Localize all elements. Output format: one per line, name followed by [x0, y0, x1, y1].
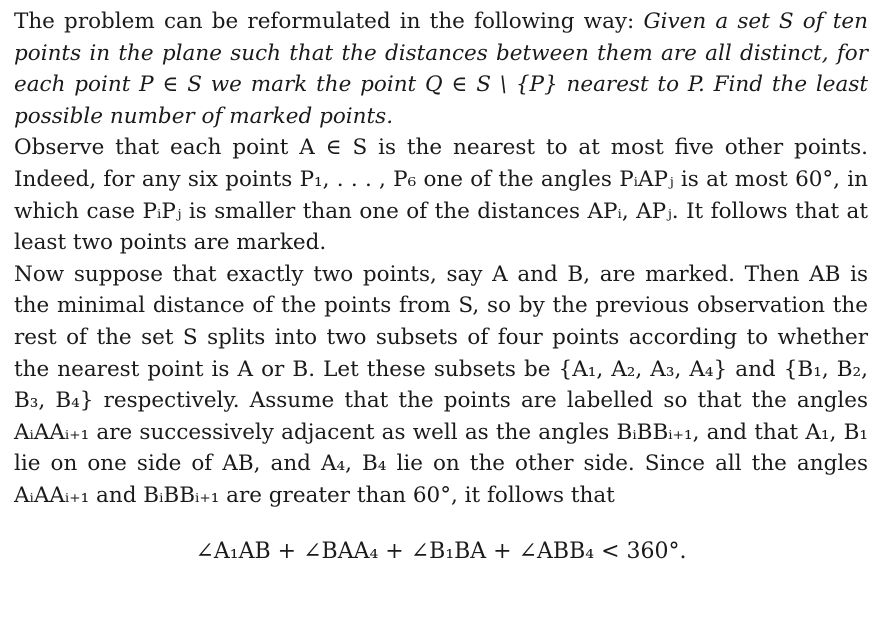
- two-points-text: Now suppose that exactly two points, say A and B, are marked. Then AB is the minimal distance of the points from S, so by the previous observation the rest of the set S splits into two subsets of four points according to whether the nearest point is A or B. Let these subsets be {A₁, A₂, A₃, A₄} and {B₁, B₂, B₃, B₄} respectively. Assume that the points are labelled so that the angles AᵢAAᵢ₊₁ are successively adjacent as well as the angles BᵢBBᵢ₊₁, and that A₁, B₁ lie on one side of AB, and A₄, B₄ lie on the other side. Since all the angles AᵢAAᵢ₊₁ and BᵢBBᵢ₊₁ are greater than 60°, it follows that: [14, 261, 868, 508]
- problem-intro: The problem can be reformulated in the following way:: [14, 9, 644, 34]
- observation-text: Observe that each point A ∈ S is the nearest to at most five other points. Indeed, for any six points P₁, . . . , P₆ one of the angles PᵢAPⱼ is at most 60°, in which case PᵢPⱼ is smaller than one of the distances APᵢ, APⱼ. It follows that at least two points are marked.: [14, 135, 868, 256]
- problem-statement: Given a set S of ten points in the plane such that the distances between them are all distinct, for each point P ∈ S we mark the point Q ∈ S \ {P} nearest to P. Find the least possible number of marked points.: [14, 9, 868, 129]
- problem-paragraph: [14, 6, 868, 132]
- two-points-paragraph: [14, 259, 868, 512]
- angle-sum-equation: ∠A₁AB + ∠BAA₄ + ∠B₁BA + ∠ABB₄ < 360°.: [195, 538, 687, 564]
- observation-paragraph: [14, 132, 868, 258]
- document-page: [14, 6, 868, 567]
